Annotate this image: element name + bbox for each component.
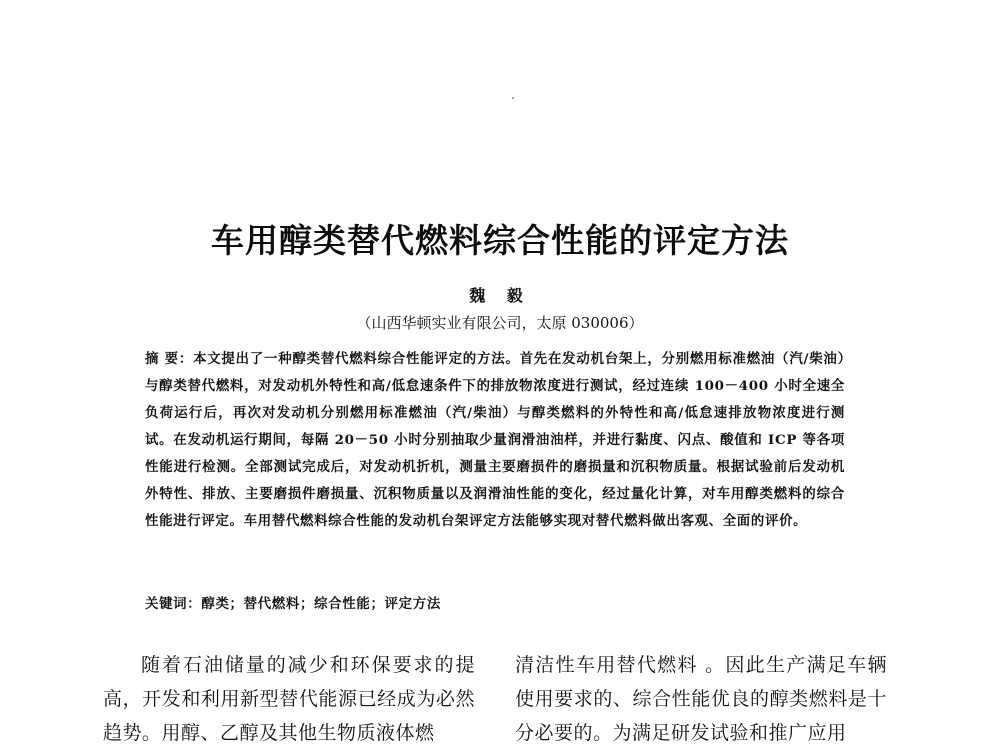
paper-title: 车用醇类替代燃料综合性能的评定方法 — [211, 221, 789, 260]
body-column-right: 清洁性车用替代燃料 。因此生产满足车辆使用要求的、综合性能优良的醇类燃料是十分必要的。为满足研发试验和推广应用 — [515, 654, 887, 744]
abstract-label: 摘 要： — [145, 352, 194, 367]
scan-speck — [512, 97, 514, 99]
keywords-block — [145, 591, 845, 618]
abstract-block — [145, 346, 845, 535]
body-column-left: 随着石油储量的减少和环保要求的提高，开发和利用新型替代能源已经成为必然趋势。用醇、乙醇及其他生物质液体燃 — [103, 654, 475, 744]
author-name: 魏 毅 — [469, 286, 531, 305]
keywords-text: 醇类；替代燃料；综合性能；评定方法 — [201, 596, 441, 612]
abstract-text: 本文提出了一种醇类替代燃料综合性能评定的方法。首先在发动机台架上，分别燃用标准燃油（汽/柴油）与醇类替代燃料，对发动机外特性和高/低怠速条件下的排放物浓度进行测试，经过连续 100－400 小时全速全负荷运行后，再次对发动机分别燃用标准燃油（汽/柴油）与醇类燃料的外特性和高/低怠速排放物浓度进行测试。在发动机运行期间，每隔 20－50 小时分别抽取少量润滑油油样，并进行黏度、闪点、酸值和 ICP 等各项性能进行检测。全部测试完成后，对发动机折机，测量主要磨损件的磨损量和沉积物质量。根据试验前后发动机外特性、排放、主要磨损件磨损量、沉积物质量以及润滑油性能的变化，经过量化计算，对车用醇类燃料的综合性能进行评定。车用替代燃料综合性能的发动机台架评定方法能够实现对替代燃料做出客观、全面的评价。 — [145, 351, 845, 529]
author-affiliation: （山西华顿实业有限公司，太原 030006） — [356, 314, 644, 332]
keywords-label: 关键词： — [145, 597, 202, 612]
